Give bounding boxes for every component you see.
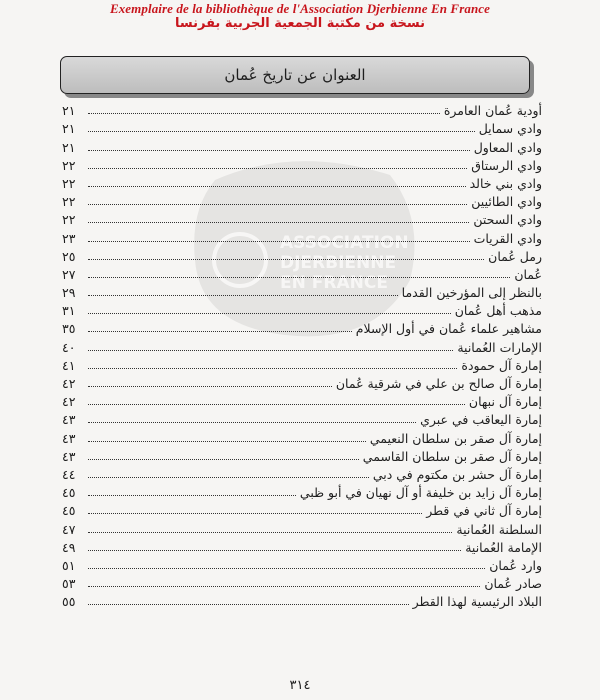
toc-entry-page: ٢٢ xyxy=(62,157,76,173)
toc-entry-page: ٤٠ xyxy=(62,339,76,355)
toc-entry xyxy=(62,500,542,518)
toc-entry-page: ٢٣ xyxy=(62,230,76,246)
toc-entry-page: ٢٥ xyxy=(62,248,76,264)
toc-entry-title: الإمامة العُمانية xyxy=(465,539,542,555)
toc-entry-title: إمارة آل صقر بن سلطان النعيمي xyxy=(369,430,542,446)
toc-entry-page: ٢١ xyxy=(62,121,76,137)
library-stamp-arabic: نسخة من مكتبة الجمعية الجربية بفرنسا xyxy=(175,16,425,31)
toc-entry-title: الإمارات العُمانية xyxy=(457,339,542,355)
toc-dot-leader xyxy=(88,459,359,460)
page-number: ٣١٤ xyxy=(289,678,311,693)
toc-dot-leader xyxy=(88,113,440,114)
toc-entry-title: إمارة آل نبهان xyxy=(468,394,542,410)
toc-entry-page: ٤٩ xyxy=(62,539,76,555)
toc-dot-leader xyxy=(88,368,457,369)
toc-entry xyxy=(62,446,542,464)
toc-entry xyxy=(62,100,542,118)
toc-entry-title: وادي الطائيين xyxy=(471,194,542,210)
toc-entry-title: وادي سمايل xyxy=(478,121,542,137)
library-stamp-latin: Exemplaire de la bibliothèque de l'Association Djerbienne En France xyxy=(109,1,491,16)
toc-entry xyxy=(62,118,542,136)
toc-entry xyxy=(62,155,542,173)
toc-dot-leader xyxy=(88,386,332,387)
toc-dot-leader xyxy=(88,404,465,405)
page-heading-box xyxy=(60,56,530,94)
toc-entry-title: وادي بني خالد xyxy=(469,175,542,191)
toc-entry-title: وادي الرستاق xyxy=(471,157,542,173)
toc-entry-page: ٤٥ xyxy=(62,503,76,519)
toc-entry-title: إمارة آل صالح بن علي في شرقية عُمان xyxy=(335,376,542,391)
toc-entry-title: وادي السحتن xyxy=(473,212,542,228)
toc-entry-title: وارد عُمان xyxy=(489,557,542,573)
toc-entry xyxy=(62,537,542,555)
toc-dot-leader xyxy=(88,277,510,278)
toc-dot-leader xyxy=(88,168,467,169)
toc-entry-page: ٢١ xyxy=(62,139,76,155)
watermark-line-2: DJERBIENNE xyxy=(280,253,397,273)
toc-entry-title: مشاهير علماء عُمان في أول الإسلام xyxy=(355,321,542,337)
toc-entry xyxy=(62,573,542,591)
toc-entry-title: صادر عُمان xyxy=(484,576,542,592)
toc-entry-page: ٢٢ xyxy=(62,194,76,210)
watermark-line-3: EN FRANCE xyxy=(280,273,388,293)
toc-entry-title: البلاد الرئيسية لهذا القطر xyxy=(412,594,542,610)
toc-dot-leader xyxy=(88,604,409,605)
toc-entry-page: ٤٥ xyxy=(62,485,76,501)
watermark-line-1: ASSOCIATION xyxy=(280,233,409,253)
toc-entry xyxy=(62,373,542,391)
toc-entry-title: مذهب أهل عُمان xyxy=(454,303,542,319)
toc-entry-page: ٢٧ xyxy=(62,266,76,282)
toc-entry-title: بالنظر إلى المؤرخين القدما xyxy=(401,285,542,301)
toc-entry-title: أودية عُمان العامرة xyxy=(443,103,542,119)
toc-entry xyxy=(62,136,542,154)
toc-dot-leader xyxy=(88,259,484,260)
toc-entry-page: ٤٣ xyxy=(62,448,76,464)
toc-entry-page: ٤٢ xyxy=(62,376,76,391)
toc-dot-leader xyxy=(88,532,452,533)
toc-entry xyxy=(62,173,542,191)
toc-entry-page: ٢٢ xyxy=(62,212,76,228)
toc-dot-leader xyxy=(88,568,485,569)
table-of-contents xyxy=(62,100,542,609)
toc-dot-leader xyxy=(88,550,461,551)
toc-dot-leader xyxy=(88,422,416,423)
toc-dot-leader xyxy=(88,477,369,478)
toc-entry-page: ٢٩ xyxy=(62,285,76,301)
toc-entry xyxy=(62,409,542,427)
toc-entry-title: وادي المعاول xyxy=(473,139,542,155)
toc-entry xyxy=(62,264,542,282)
toc-entry-title: السلطنة العُمانية xyxy=(456,521,542,537)
toc-entry-title: إمارة آل حمودة xyxy=(461,357,542,373)
toc-entry-page: ٥٣ xyxy=(62,576,76,592)
toc-entry-page: ٢١ xyxy=(62,103,76,119)
toc-entry xyxy=(62,591,542,609)
toc-entry-page: ٤٤ xyxy=(62,466,76,482)
toc-dot-leader xyxy=(88,495,296,496)
toc-entry-page: ٤٣ xyxy=(62,412,76,428)
toc-entry xyxy=(62,482,542,500)
toc-entry-title: إمارة اليعاقب في عبري xyxy=(420,412,542,428)
toc-entry xyxy=(62,355,542,373)
toc-entry-page: ٣١ xyxy=(62,303,76,319)
toc-entry xyxy=(62,246,542,264)
toc-entry-page: ٤٧ xyxy=(62,521,76,537)
toc-dot-leader xyxy=(88,204,467,205)
toc-entry-page: ٤١ xyxy=(62,357,76,373)
toc-dot-leader xyxy=(88,186,466,187)
toc-dot-leader xyxy=(88,313,451,314)
toc-dot-leader xyxy=(88,131,475,132)
toc-entry xyxy=(62,300,542,318)
toc-entry xyxy=(62,464,542,482)
toc-dot-leader xyxy=(88,295,398,296)
toc-entry-page: ٤٢ xyxy=(62,394,76,410)
toc-entry-title: وادي القريات xyxy=(473,230,542,246)
toc-dot-leader xyxy=(88,222,469,223)
toc-entry-title: إمارة آل صقر بن سلطان القاسمي xyxy=(362,448,542,464)
toc-dot-leader xyxy=(88,241,470,242)
toc-entry xyxy=(62,518,542,536)
toc-dot-leader xyxy=(88,331,352,332)
toc-entry-title: إمارة آل حشر بن مكتوم في دبي xyxy=(372,466,542,482)
toc-entry-title: إمارة آل ثاني في قطر xyxy=(426,503,542,519)
toc-entry-page: ٥٥ xyxy=(62,594,76,610)
toc-dot-leader xyxy=(88,441,366,442)
toc-dot-leader xyxy=(88,350,453,351)
toc-entry xyxy=(62,318,542,336)
toc-entry-title: رمل عُمان xyxy=(488,248,542,264)
toc-entry xyxy=(62,427,542,445)
toc-entry-title: عُمان xyxy=(514,266,542,282)
toc-entry xyxy=(62,555,542,573)
toc-entry xyxy=(62,191,542,209)
toc-entry-page: ٣٥ xyxy=(62,321,76,337)
page-heading: العنوان عن تاريخ عُمان xyxy=(224,66,366,84)
toc-entry-title: إمارة آل زايد بن خليفة أو آل نهيان في أبو ظبي xyxy=(299,485,542,501)
toc-entry xyxy=(62,209,542,227)
toc-entry-page: ٥١ xyxy=(62,557,76,573)
toc-entry-page: ٢٢ xyxy=(62,175,76,191)
toc-entry xyxy=(62,227,542,245)
toc-dot-leader xyxy=(88,150,470,151)
toc-entry xyxy=(62,391,542,409)
toc-dot-leader xyxy=(88,513,422,514)
toc-entry xyxy=(62,336,542,354)
toc-entry-page: ٤٣ xyxy=(62,430,76,446)
toc-entry xyxy=(62,282,542,300)
toc-dot-leader xyxy=(88,586,480,587)
